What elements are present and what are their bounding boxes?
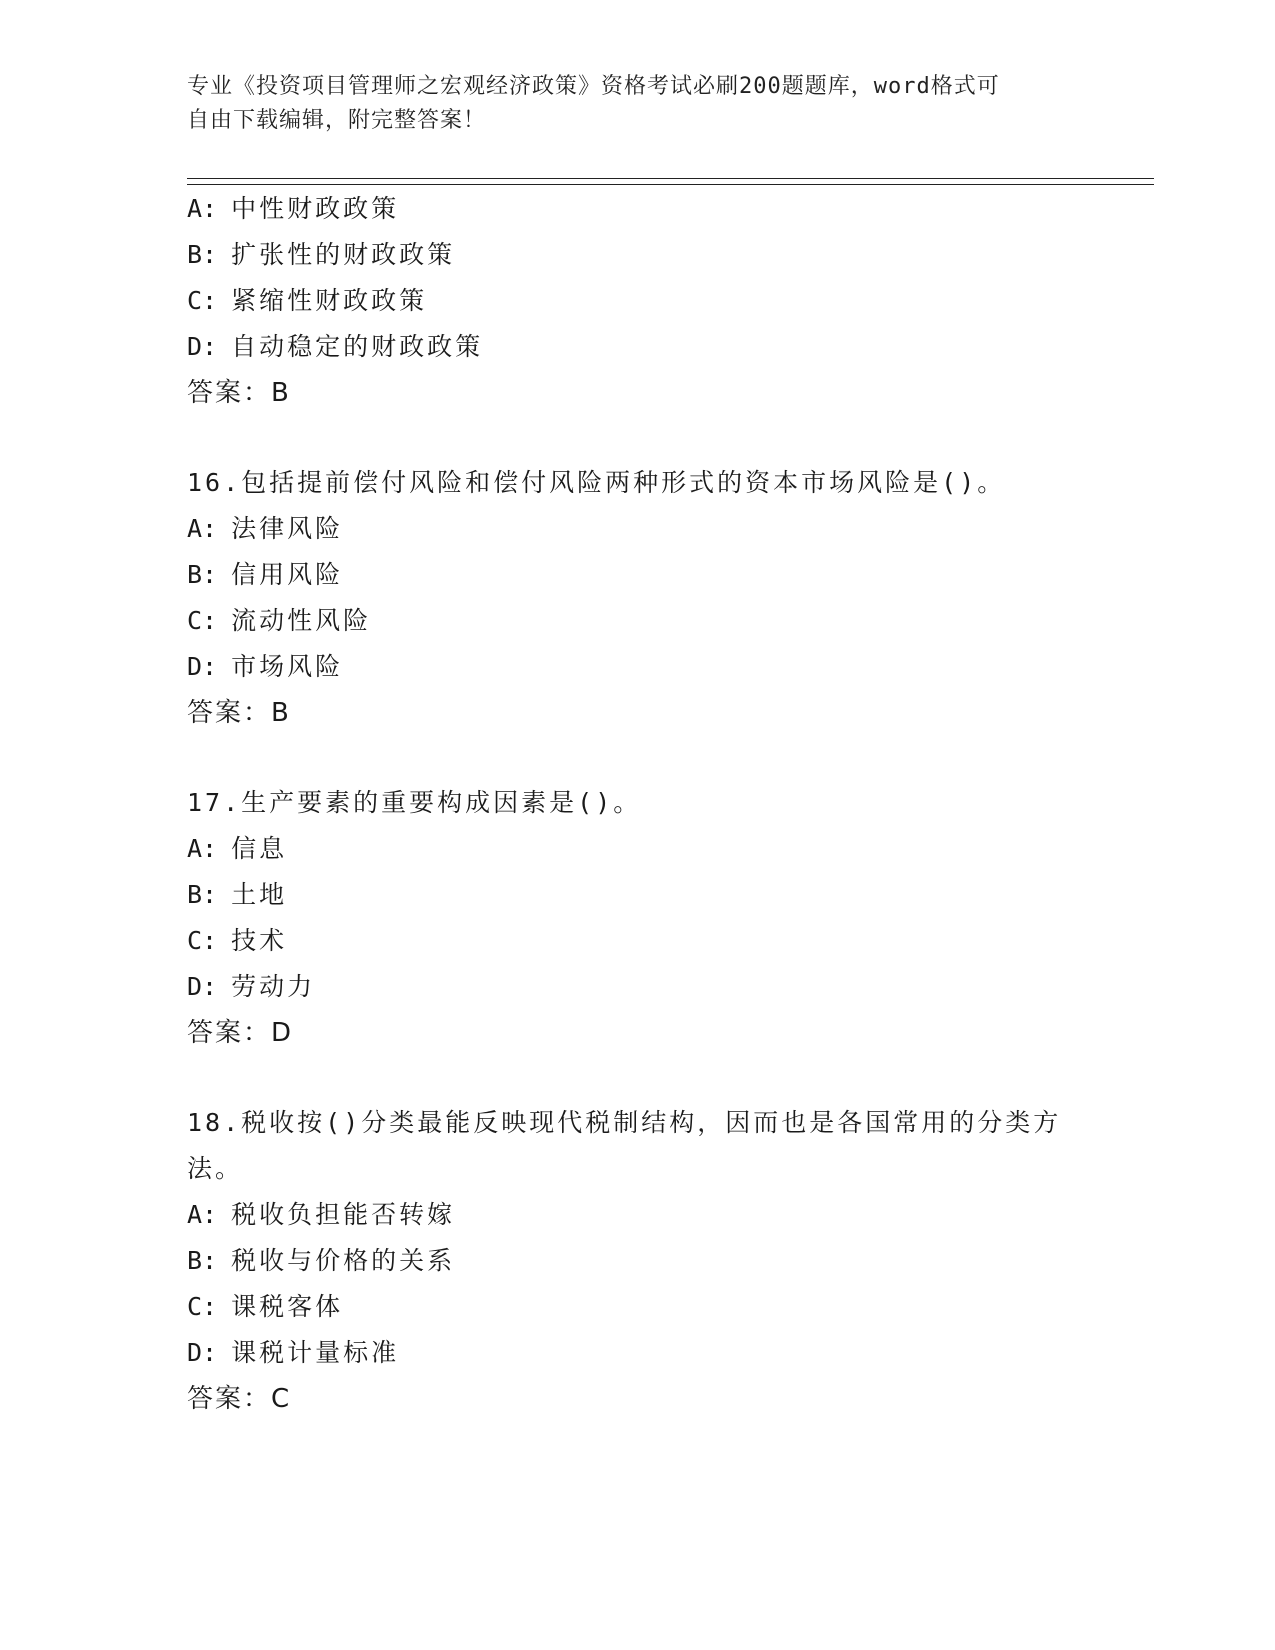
option-d: D: 课税计量标准 [187, 1338, 400, 1367]
header-line-2: 自由下载编辑，附完整答案！ [187, 108, 487, 133]
header-rule-top [187, 178, 1154, 179]
question-stem: 17.生产要素的重要构成因素是()。 [187, 788, 642, 817]
question-block-15 [187, 186, 1087, 416]
option-a: A: 信息 [187, 834, 288, 863]
option-a: A: 税收负担能否转嫁 [187, 1200, 456, 1229]
option-b: B: 税收与价格的关系 [187, 1246, 456, 1275]
option-c: C: 紧缩性财政政策 [187, 286, 428, 315]
option-b: B: 土地 [187, 880, 288, 909]
option-c: C: 技术 [187, 926, 288, 955]
option-b: B: 扩张性的财政政策 [187, 240, 456, 269]
option-c: C: 流动性风险 [187, 606, 372, 635]
header-rule-bottom [187, 184, 1154, 185]
question-stem: 16.包括提前偿付风险和偿付风险两种形式的资本市场风险是()。 [187, 468, 1006, 497]
option-a: A: 法律风险 [187, 514, 344, 543]
question-block-18 [187, 1100, 1087, 1422]
option-a: A: 中性财政政策 [187, 194, 400, 223]
answer-line: 答案：B [187, 698, 291, 728]
question-block-16 [187, 460, 1087, 736]
document-header [187, 70, 1087, 138]
option-d: D: 劳动力 [187, 972, 316, 1001]
header-line-1: 专业《投资项目管理师之宏观经济政策》资格考试必刷200题题库，word格式可 [187, 74, 1000, 99]
option-c: C: 课税客体 [187, 1292, 344, 1321]
answer-line: 答案：D [187, 1018, 294, 1048]
question-stem-line-2: 法。 [187, 1154, 244, 1183]
answer-line: 答案：C [187, 1384, 292, 1414]
question-block-17 [187, 780, 1087, 1056]
question-list [187, 186, 1087, 1466]
option-d: D: 市场风险 [187, 652, 344, 681]
option-d: D: 自动稳定的财政政策 [187, 332, 484, 361]
question-stem-line-1: 18.税收按()分类最能反映现代税制结构，因而也是各国常用的分类方 [187, 1108, 1062, 1137]
answer-line: 答案：B [187, 378, 291, 408]
option-b: B: 信用风险 [187, 560, 344, 589]
